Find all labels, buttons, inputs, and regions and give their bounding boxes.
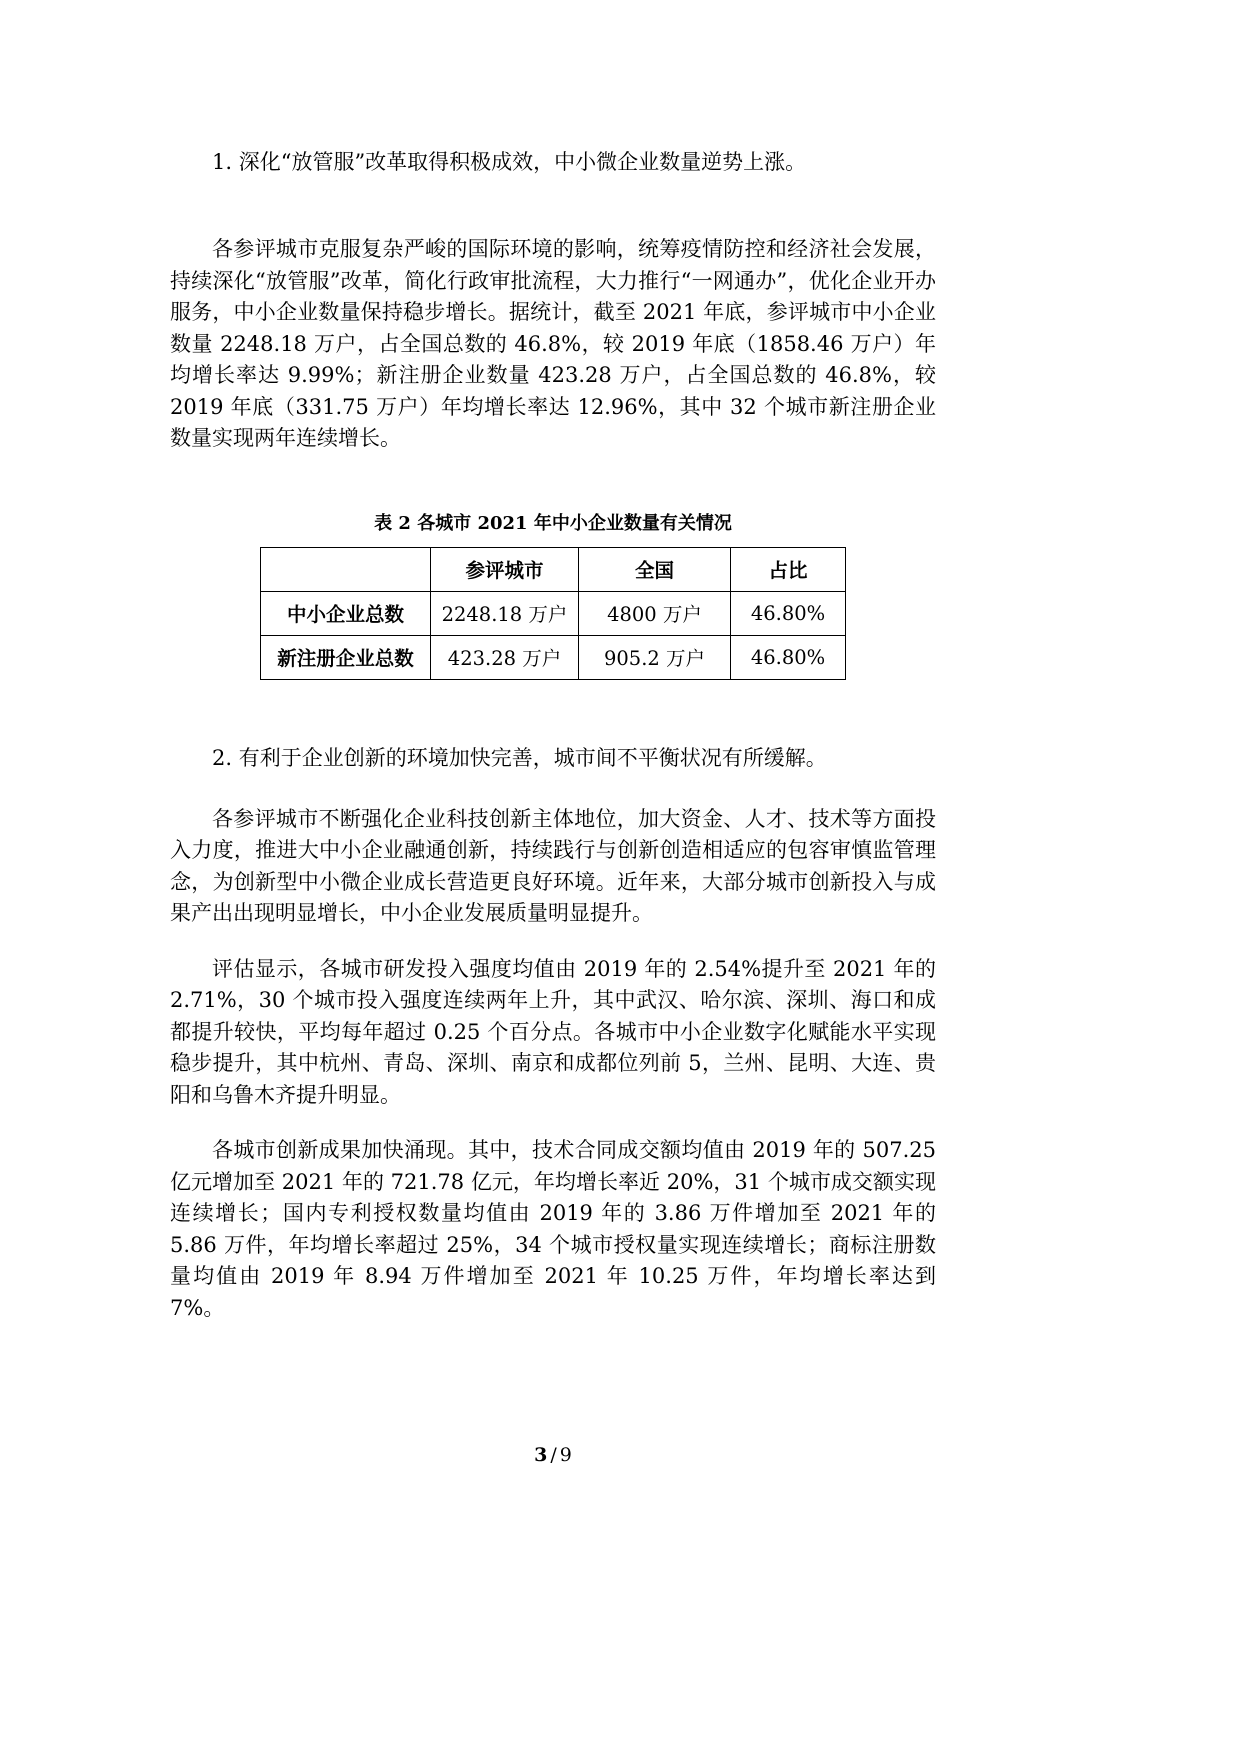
table-header-cell-empty — [261, 547, 431, 591]
table-row — [261, 635, 846, 679]
table-header-row — [261, 547, 846, 591]
table-row-label: 新注册企业总数 — [261, 635, 431, 679]
table-header-cell-ratio: 占比 — [731, 547, 846, 591]
table-row — [261, 591, 846, 635]
section2-heading: 2. 有利于企业创新的环境加快完善，城市间不平衡状况有所缓解。 — [212, 745, 827, 770]
page-content — [170, 146, 936, 1348]
table-caption: 表 2 各城市 2021 年中小企业数量有关情况 — [374, 512, 732, 534]
page-total: 9 — [559, 1444, 572, 1466]
page-number-separator: / — [550, 1444, 557, 1466]
table-cell: 46.80% — [731, 591, 846, 635]
section1-paragraph: 各参评城市克服复杂严峻的国际环境的影响，统筹疫情防控和经济社会发展，持续深化“放管服”改革，简化行政审批流程，大力推行“一网通办”，优化企业开办服务，中小企业数量保持稳步增长。据统计，截至 2021 年底，参评城市中小企业数量 2248.18 万户，占全国总数的 46.8%，较 2019 年底（1858.46 万户）年均增长率达 9.99%；新注册企业数量 423.28 万户，占全国总数的 46.8%，较 2019 年底（331.75 万户）年均增长率达 12.96%，其中 32 个城市新注册企业数量实现两年连续增长。 — [170, 237, 936, 450]
enterprise-data-table — [260, 547, 846, 680]
table-cell: 4800 万户 — [579, 591, 731, 635]
section2-paragraph-3: 各城市创新成果加快涌现。其中，技术合同成交额均值由 2019 年的 507.25 亿元增加至 2021 年的 721.78 亿元，年均增长率近 20%，31 个城市成交额实现连续增长；国内专利授权数量均值由 2019 年的 3.86 万件增加至 2021 年的 5.86 万件，年均增长率超过 25%，34 个城市授权量实现连续增长；商标注册数量均值由 2019 年 8.94 万件增加至 2021 年 10.25 万件，年均增长率达到 7%。 — [170, 1138, 936, 1320]
table-cell: 2248.18 万户 — [431, 591, 579, 635]
table-cell: 423.28 万户 — [431, 635, 579, 679]
table-cell: 905.2 万户 — [579, 635, 731, 679]
page-number: 3 — [534, 1444, 548, 1466]
section2-paragraph-1: 各参评城市不断强化企业科技创新主体地位，加大资金、人才、技术等方面投入力度，推进大中小企业融通创新，持续践行与创新创造相适应的包容审慎监管理念，为创新型中小微企业成长营造更良好环境。近年来，大部分城市创新投入与成果产出出现明显增长，中小企业发展质量明显提升。 — [170, 806, 936, 925]
table-header-cell-nation: 全国 — [579, 547, 731, 591]
table-header-cell-city: 参评城市 — [431, 547, 579, 591]
table-cell: 46.80% — [731, 635, 846, 679]
section2-paragraph-2: 评估显示，各城市研发投入强度均值由 2019 年的 2.54%提升至 2021 年的 2.71%，30 个城市投入强度连续两年上升，其中武汉、哈尔滨、深圳、海口和成都提升较快，平均每年超过 0.25 个百分点。各城市中小企业数字化赋能水平实现稳步提升，其中杭州、青岛、深圳、南京和成都位列前 5，兰州、昆明、大连、贵阳和乌鲁木齐提升明显。 — [170, 956, 936, 1107]
page-footer — [170, 1444, 936, 1466]
section1-heading: 1. 深化“放管服”改革取得积极成效，中小微企业数量逆势上涨。 — [212, 150, 807, 174]
table-row-label: 中小企业总数 — [261, 591, 431, 635]
